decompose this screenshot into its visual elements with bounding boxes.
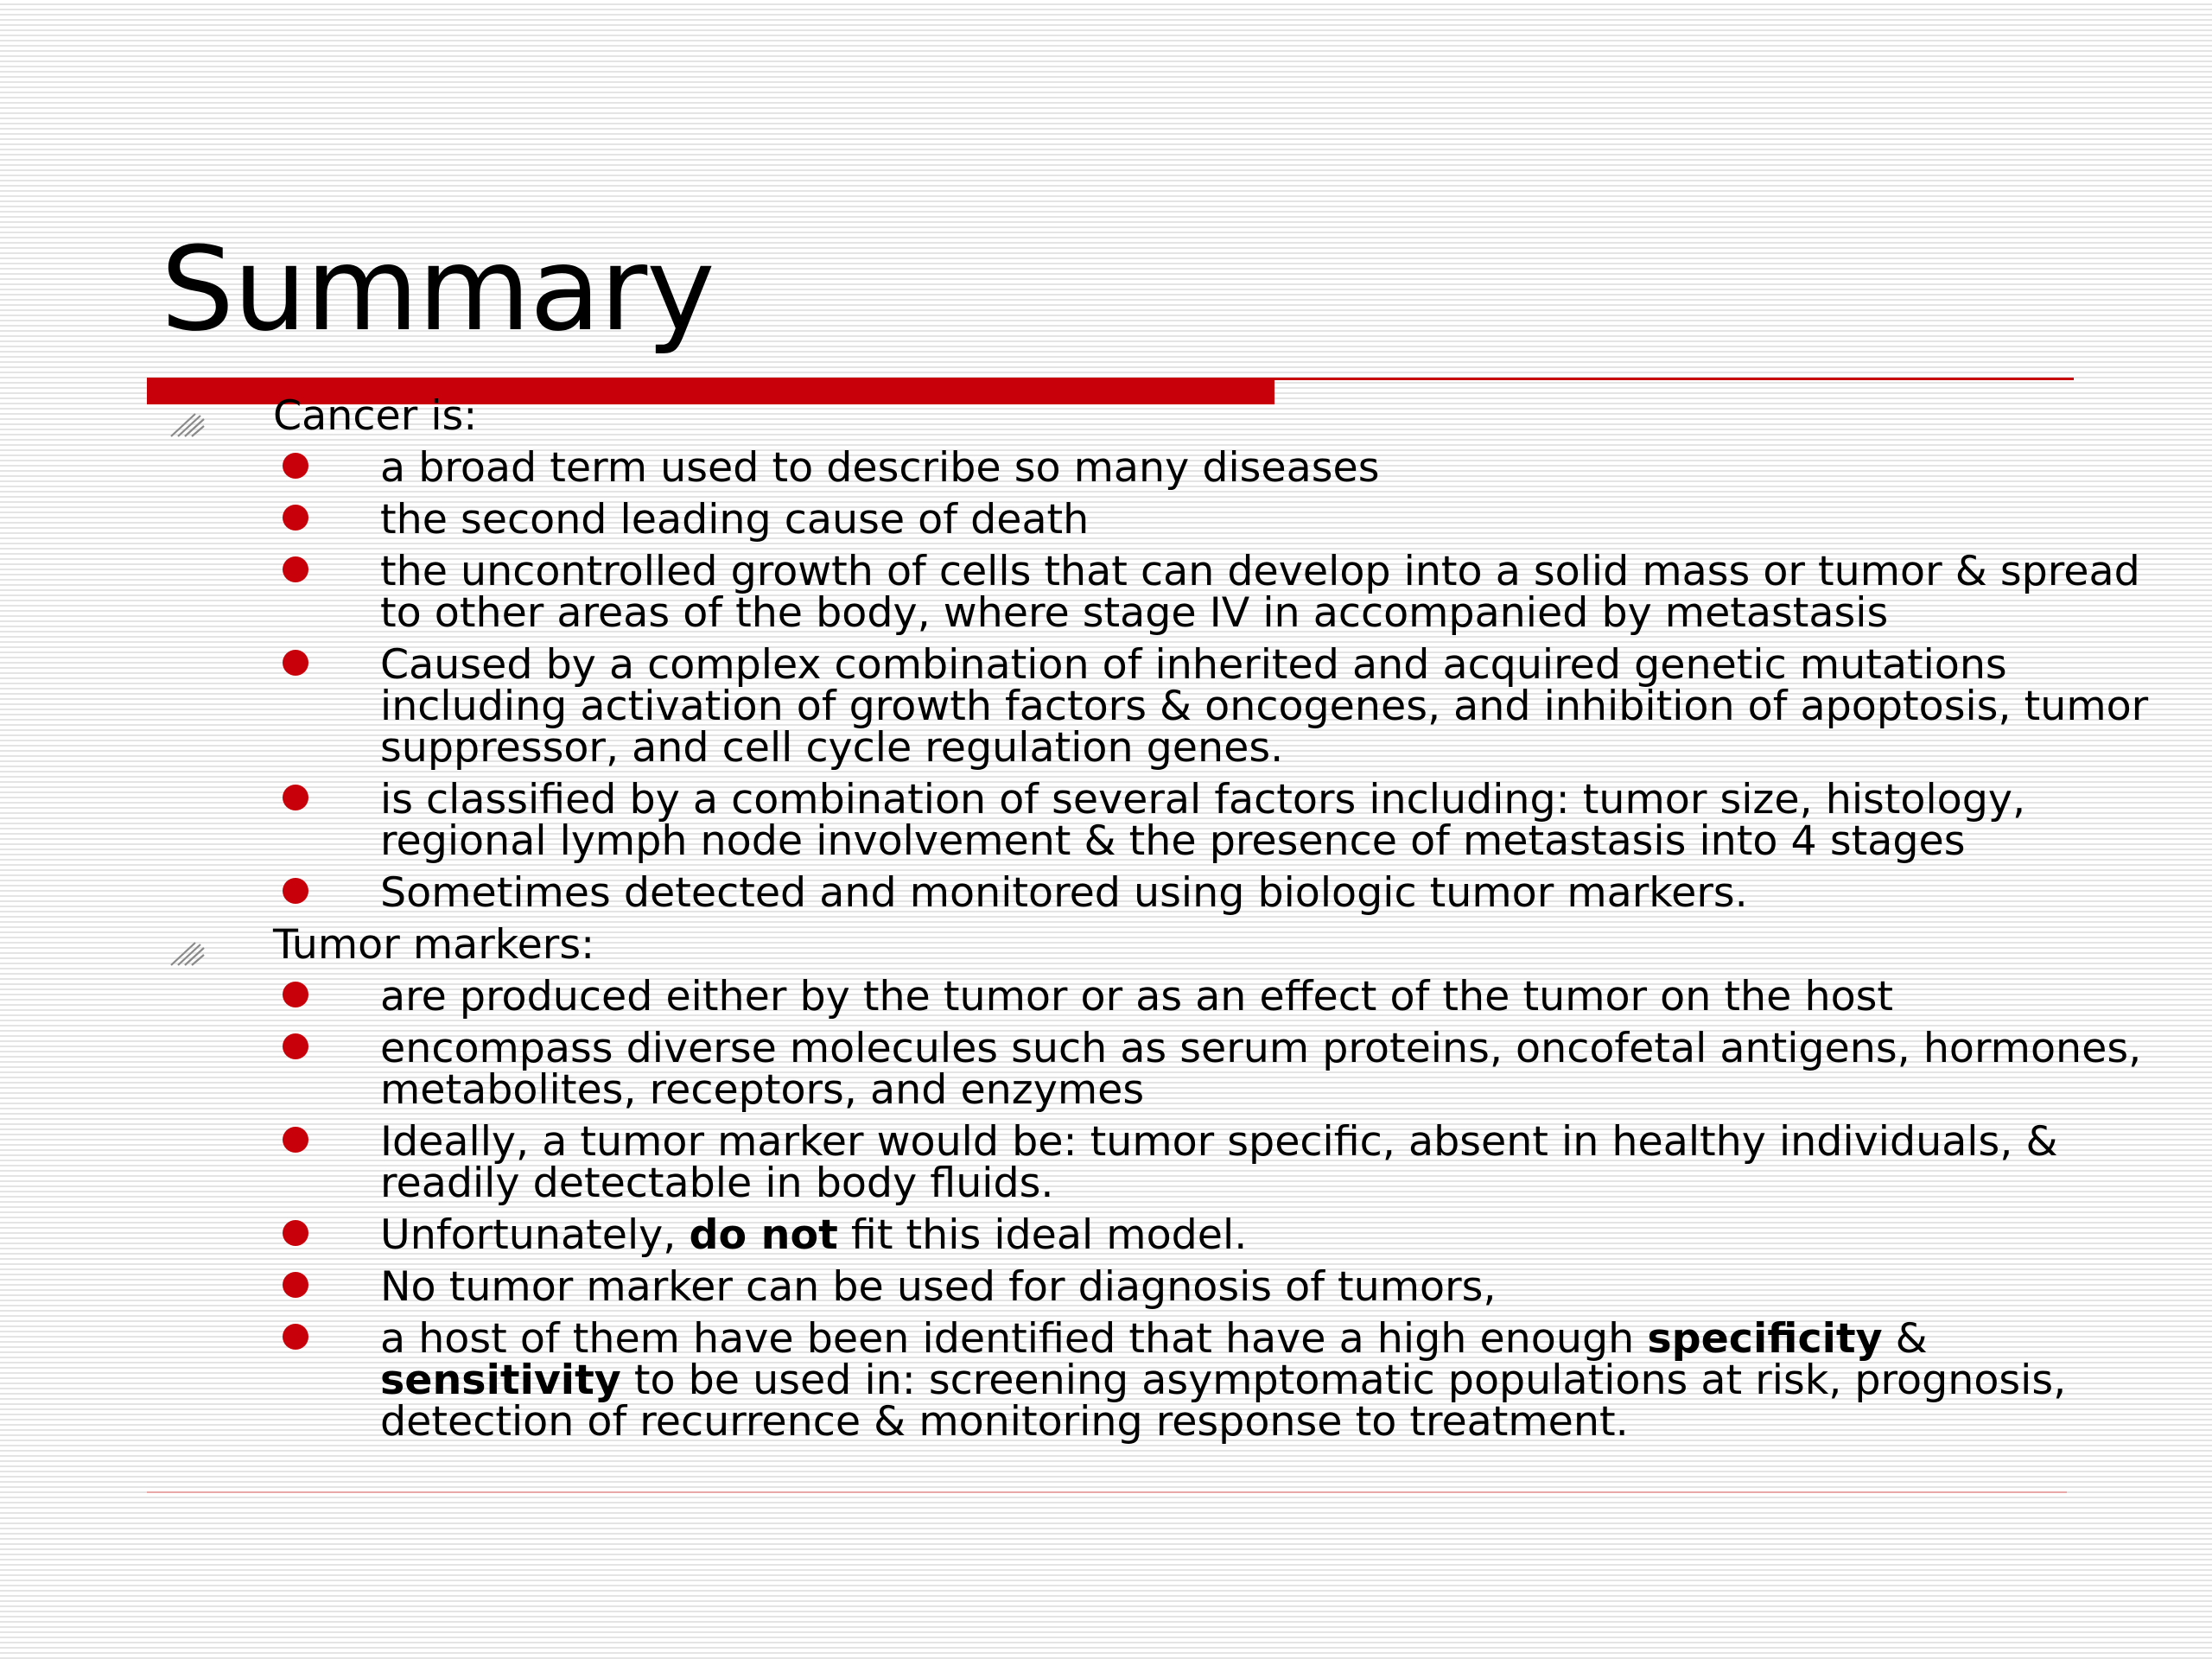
- list-item: [0, 1118, 2212, 1207]
- text-run: Unfortunately,: [380, 1211, 690, 1259]
- list-item: [0, 973, 2212, 1020]
- hatched-slash-icon: [169, 933, 206, 963]
- bold-phrase: do not: [689, 1211, 838, 1259]
- list-item-text: [380, 1211, 1247, 1259]
- list-item: [0, 776, 2212, 865]
- bullet-dot-icon: [283, 505, 308, 531]
- bullet-dot-icon: [283, 878, 308, 904]
- list-item-text: [380, 1315, 2066, 1446]
- bullet-list-tumor-markers: [0, 973, 2212, 1446]
- list-item: [0, 496, 2212, 543]
- list-item-text: a broad term used to describe so many diseases: [380, 444, 1380, 492]
- list-item-text: is classified by a combination of several factors including: tumor size, histology, regional lymph node involvement & the presence of metastasis into 4 stages: [380, 776, 2026, 865]
- bottom-divider: [147, 1491, 2067, 1493]
- bullet-dot-icon: [283, 785, 308, 810]
- list-item-text: the uncontrolled growth of cells that can develop into a solid mass or tumor & spread to other areas of the body, where stage IV in accompanied by metastasis: [380, 548, 2140, 637]
- bullet-list-cancer: [0, 444, 2212, 917]
- list-item: [0, 1263, 2212, 1311]
- list-item: [0, 444, 2212, 492]
- slide-title: Summary: [161, 222, 715, 357]
- level1-item-cancer-is: [0, 392, 2212, 440]
- hatched-slash-icon: [169, 404, 206, 434]
- title-underline-thin: [1274, 378, 2074, 380]
- bullet-dot-icon: [283, 1033, 308, 1059]
- text-run: to be used in: screening asymptomatic populations at risk, prognosis, detection of recurrence & monitoring response to treatment.: [380, 1357, 2067, 1446]
- list-item: [0, 869, 2212, 917]
- bullet-dot-icon: [283, 982, 308, 1007]
- bullet-dot-icon: [283, 453, 308, 479]
- section-heading: Tumor markers:: [273, 921, 595, 969]
- list-item-text: the second leading cause of death: [380, 496, 1090, 543]
- list-item-text: Caused by a complex combination of inherited and acquired genetic mutations including activation of growth factors & oncogenes, and inhibition of apoptosis, tumor suppressor, and cell cycle regulation genes.: [380, 641, 2149, 772]
- text-run: a host of them have been identified that have a high enough: [380, 1315, 1648, 1363]
- bullet-dot-icon: [283, 1324, 308, 1350]
- bullet-dot-icon: [283, 1220, 308, 1246]
- list-item-text: No tumor marker can be used for diagnosis of tumors,: [380, 1263, 1497, 1311]
- list-item-text: are produced either by the tumor or as an effect of the tumor on the host: [380, 973, 1894, 1020]
- bullet-dot-icon: [283, 650, 308, 676]
- text-run: &: [1882, 1315, 1928, 1363]
- list-item: [0, 641, 2212, 772]
- list-item: [0, 1211, 2212, 1259]
- text-run: fit this ideal model.: [837, 1211, 1248, 1259]
- bullet-dot-icon: [283, 1272, 308, 1298]
- list-item-text: Sometimes detected and monitored using biologic tumor markers.: [380, 869, 1748, 917]
- level1-item-tumor-markers: [0, 921, 2212, 969]
- section-heading: Cancer is:: [273, 392, 478, 440]
- section-tumor-markers: [0, 921, 2212, 1446]
- bullet-dot-icon: [283, 1127, 308, 1153]
- bold-phrase: specificity: [1647, 1315, 1883, 1363]
- slide-body: [0, 392, 2212, 1453]
- list-item-text: encompass diverse molecules such as serum proteins, oncofetal antigens, hormones, metabolites, receptors, and enzymes: [380, 1025, 2142, 1114]
- list-item-text: Ideally, a tumor marker would be: tumor specific, absent in healthy individuals, & readily detectable in body fluids.: [380, 1118, 2058, 1207]
- list-item: [0, 1315, 2212, 1446]
- bold-phrase: sensitivity: [380, 1357, 621, 1404]
- list-item: [0, 548, 2212, 637]
- bullet-dot-icon: [283, 556, 308, 582]
- list-item: [0, 1025, 2212, 1114]
- section-cancer: [0, 392, 2212, 917]
